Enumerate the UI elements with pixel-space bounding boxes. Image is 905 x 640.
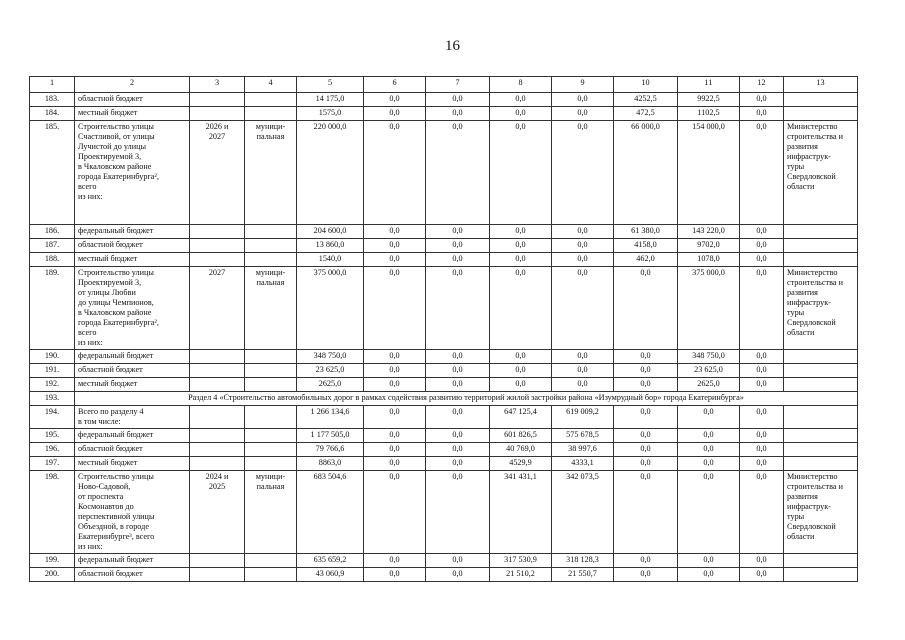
amount-col-11: 0,0 [678, 406, 740, 429]
years [190, 554, 245, 568]
total-amount: 1 177 505,0 [297, 429, 364, 443]
amount-col-9: 0,0 [552, 350, 614, 364]
table-row [30, 443, 858, 457]
item-name: областной бюджет [75, 93, 190, 107]
amount-col-11: 23 625,0 [678, 364, 740, 378]
total-amount: 79 766,6 [297, 443, 364, 457]
amount-col-10: 0,0 [614, 429, 678, 443]
ownership [245, 239, 297, 253]
row-number: 183. [30, 93, 75, 107]
amount-col-8: 21 510,2 [490, 568, 552, 582]
header-cell: 9 [552, 77, 614, 93]
amount-col-10: 0,0 [614, 471, 678, 554]
amount-col-7: 0,0 [426, 121, 490, 225]
responsible-body [784, 253, 858, 267]
amount-col-7: 0,0 [426, 568, 490, 582]
amount-col-10: 0,0 [614, 457, 678, 471]
table-row [30, 568, 858, 582]
amount-col-10: 472,5 [614, 107, 678, 121]
amount-col-9: 0,0 [552, 93, 614, 107]
years [190, 429, 245, 443]
amount-col-8: 0,0 [490, 267, 552, 350]
row-number: 186. [30, 225, 75, 239]
amount-col-8: 0,0 [490, 225, 552, 239]
table-row [30, 239, 858, 253]
amount-col-6: 0,0 [364, 568, 426, 582]
amount-col-11: 375 000,0 [678, 267, 740, 350]
table-row [30, 350, 858, 364]
amount-col-9: 0,0 [552, 267, 614, 350]
row-number: 187. [30, 239, 75, 253]
amount-col-11: 0,0 [678, 471, 740, 554]
amount-col-6: 0,0 [364, 429, 426, 443]
row-number: 195. [30, 429, 75, 443]
amount-col-12: 0,0 [740, 239, 784, 253]
ownership [245, 568, 297, 582]
amount-col-12: 0,0 [740, 225, 784, 239]
amount-col-10: 0,0 [614, 350, 678, 364]
amount-col-9: 619 009,2 [552, 406, 614, 429]
amount-col-12: 0,0 [740, 457, 784, 471]
amount-col-6: 0,0 [364, 93, 426, 107]
amount-col-10: 462,0 [614, 253, 678, 267]
row-number: 185. [30, 121, 75, 225]
row-number: 188. [30, 253, 75, 267]
ownership: муници- пальная [245, 471, 297, 554]
amount-col-6: 0,0 [364, 107, 426, 121]
table-row [30, 121, 858, 225]
responsible-body [784, 554, 858, 568]
item-name: Всего по разделу 4 в том числе: [75, 406, 190, 429]
table-row [30, 267, 858, 350]
amount-col-11: 1102,5 [678, 107, 740, 121]
responsible-body [784, 406, 858, 429]
item-name: областной бюджет [75, 568, 190, 582]
ownership: муници- пальная [245, 267, 297, 350]
years: 2027 [190, 267, 245, 350]
table-row [30, 225, 858, 239]
amount-col-8: 317 530,9 [490, 554, 552, 568]
item-name: федеральный бюджет [75, 429, 190, 443]
amount-col-12: 0,0 [740, 107, 784, 121]
amount-col-8: 0,0 [490, 239, 552, 253]
amount-col-8: 0,0 [490, 364, 552, 378]
table-row [30, 107, 858, 121]
table-row [30, 253, 858, 267]
page-number: 16 [445, 38, 460, 54]
ownership [245, 364, 297, 378]
ownership [245, 253, 297, 267]
ownership [245, 554, 297, 568]
years [190, 568, 245, 582]
header-cell: 8 [490, 77, 552, 93]
amount-col-10: 0,0 [614, 568, 678, 582]
amount-col-9: 0,0 [552, 378, 614, 392]
ownership: муници- пальная [245, 121, 297, 225]
years [190, 457, 245, 471]
responsible-body [784, 350, 858, 364]
amount-col-11: 0,0 [678, 568, 740, 582]
amount-col-8: 601 826,5 [490, 429, 552, 443]
amount-col-6: 0,0 [364, 350, 426, 364]
row-number: 197. [30, 457, 75, 471]
responsible-body [784, 443, 858, 457]
amount-col-10: 0,0 [614, 364, 678, 378]
table-row [30, 471, 858, 554]
table-row [30, 364, 858, 378]
amount-col-10: 0,0 [614, 443, 678, 457]
amount-col-10: 0,0 [614, 406, 678, 429]
amount-col-7: 0,0 [426, 225, 490, 239]
amount-col-12: 0,0 [740, 406, 784, 429]
years [190, 253, 245, 267]
header-cell: 3 [190, 77, 245, 93]
amount-col-9: 21 550,7 [552, 568, 614, 582]
amount-col-7: 0,0 [426, 239, 490, 253]
amount-col-12: 0,0 [740, 267, 784, 350]
table-row [30, 378, 858, 392]
section-title: Раздел 4 «Строительство автомобильных дорог в рамках содействия развитию территорий жилой застройки района «Изумрудный бор» города Екатеринбурга» [75, 392, 858, 406]
amount-col-6: 0,0 [364, 225, 426, 239]
total-amount: 23 625,0 [297, 364, 364, 378]
amount-col-12: 0,0 [740, 364, 784, 378]
header-cell: 4 [245, 77, 297, 93]
ownership [245, 443, 297, 457]
header-cell: 1 [30, 77, 75, 93]
item-name: федеральный бюджет [75, 225, 190, 239]
item-name: областной бюджет [75, 239, 190, 253]
responsible-body [784, 225, 858, 239]
row-number: 191. [30, 364, 75, 378]
years [190, 378, 245, 392]
years [190, 239, 245, 253]
total-amount: 14 175,0 [297, 93, 364, 107]
amount-col-11: 9702,0 [678, 239, 740, 253]
amount-col-7: 0,0 [426, 378, 490, 392]
amount-col-9: 342 073,5 [552, 471, 614, 554]
ownership [245, 107, 297, 121]
years [190, 93, 245, 107]
item-name: федеральный бюджет [75, 350, 190, 364]
total-amount: 8863,0 [297, 457, 364, 471]
table-body [30, 77, 858, 582]
amount-col-6: 0,0 [364, 457, 426, 471]
amount-col-11: 2625,0 [678, 378, 740, 392]
amount-col-6: 0,0 [364, 406, 426, 429]
amount-col-10: 4158,0 [614, 239, 678, 253]
total-amount: 348 750,0 [297, 350, 364, 364]
header-cell: 12 [740, 77, 784, 93]
amount-col-6: 0,0 [364, 267, 426, 350]
amount-col-10: 61 380,0 [614, 225, 678, 239]
amount-col-8: 40 769,0 [490, 443, 552, 457]
row-number: 189. [30, 267, 75, 350]
amount-col-7: 0,0 [426, 457, 490, 471]
years [190, 443, 245, 457]
item-name: Строительство улицы Счастливой, от улицы Лучистой до улицы Проектируемой 3, в Чкаловском районе города Екатеринбурга², всего из них: [75, 121, 190, 225]
row-number: 192. [30, 378, 75, 392]
item-name: Строительство улицы Ново-Садовой, от проспекта Космонавтов до перспективной улицы Объездной, в городе Екатеринбурге³, всего из них: [75, 471, 190, 554]
item-name: местный бюджет [75, 457, 190, 471]
amount-col-7: 0,0 [426, 253, 490, 267]
amount-col-8: 341 431,1 [490, 471, 552, 554]
header-cell: 11 [678, 77, 740, 93]
amount-col-6: 0,0 [364, 443, 426, 457]
amount-col-10: 0,0 [614, 554, 678, 568]
responsible-body [784, 107, 858, 121]
amount-col-6: 0,0 [364, 253, 426, 267]
amount-col-9: 0,0 [552, 239, 614, 253]
item-name: областной бюджет [75, 443, 190, 457]
amount-col-9: 38 997,6 [552, 443, 614, 457]
ownership [245, 429, 297, 443]
amount-col-12: 0,0 [740, 443, 784, 457]
amount-col-6: 0,0 [364, 364, 426, 378]
amount-col-10: 0,0 [614, 378, 678, 392]
total-amount: 1540,0 [297, 253, 364, 267]
amount-col-9: 0,0 [552, 253, 614, 267]
amount-col-11: 0,0 [678, 554, 740, 568]
amount-col-12: 0,0 [740, 253, 784, 267]
years [190, 107, 245, 121]
table-row [30, 93, 858, 107]
ownership [245, 457, 297, 471]
responsible-body [784, 568, 858, 582]
years [190, 364, 245, 378]
responsible-body [784, 93, 858, 107]
amount-col-12: 0,0 [740, 93, 784, 107]
table-row [30, 457, 858, 471]
total-amount: 683 504,6 [297, 471, 364, 554]
responsible-body: Министерство строительства и развития инфраструк- туры Свердловской области [784, 267, 858, 350]
amount-col-8: 0,0 [490, 93, 552, 107]
amount-col-7: 0,0 [426, 554, 490, 568]
amount-col-12: 0,0 [740, 429, 784, 443]
amount-col-11: 0,0 [678, 429, 740, 443]
amount-col-9: 318 128,3 [552, 554, 614, 568]
row-number: 194. [30, 406, 75, 429]
amount-col-11: 348 750,0 [678, 350, 740, 364]
total-amount: 2625,0 [297, 378, 364, 392]
amount-col-11: 154 000,0 [678, 121, 740, 225]
item-name: областной бюджет [75, 364, 190, 378]
amount-col-9: 575 678,5 [552, 429, 614, 443]
header-cell: 10 [614, 77, 678, 93]
amount-col-11: 0,0 [678, 443, 740, 457]
amount-col-12: 0,0 [740, 568, 784, 582]
header-row [30, 77, 858, 93]
amount-col-11: 9922,5 [678, 93, 740, 107]
header-cell: 7 [426, 77, 490, 93]
amount-col-7: 0,0 [426, 406, 490, 429]
header-cell: 2 [75, 77, 190, 93]
total-amount: 1 266 134,6 [297, 406, 364, 429]
years [190, 225, 245, 239]
item-name: местный бюджет [75, 107, 190, 121]
amount-col-6: 0,0 [364, 471, 426, 554]
ownership [245, 93, 297, 107]
amount-col-12: 0,0 [740, 471, 784, 554]
amount-col-7: 0,0 [426, 429, 490, 443]
amount-col-8: 0,0 [490, 121, 552, 225]
ownership [245, 225, 297, 239]
total-amount: 1575,0 [297, 107, 364, 121]
item-name: местный бюджет [75, 378, 190, 392]
total-amount: 220 000,0 [297, 121, 364, 225]
amount-col-7: 0,0 [426, 364, 490, 378]
item-name: федеральный бюджет [75, 554, 190, 568]
responsible-body [784, 378, 858, 392]
header-cell: 6 [364, 77, 426, 93]
amount-col-12: 0,0 [740, 350, 784, 364]
years [190, 406, 245, 429]
amount-col-8: 0,0 [490, 107, 552, 121]
amount-col-10: 66 000,0 [614, 121, 678, 225]
table-row [30, 406, 858, 429]
years: 2026 и 2027 [190, 121, 245, 225]
years [190, 350, 245, 364]
ownership [245, 406, 297, 429]
row-number: 196. [30, 443, 75, 457]
amount-col-6: 0,0 [364, 239, 426, 253]
amount-col-7: 0,0 [426, 350, 490, 364]
amount-col-9: 0,0 [552, 107, 614, 121]
amount-col-12: 0,0 [740, 554, 784, 568]
row-number: 198. [30, 471, 75, 554]
amount-col-11: 1078,0 [678, 253, 740, 267]
row-number: 190. [30, 350, 75, 364]
row-number: 199. [30, 554, 75, 568]
amount-col-12: 0,0 [740, 378, 784, 392]
responsible-body [784, 457, 858, 471]
amount-col-8: 0,0 [490, 378, 552, 392]
amount-col-7: 0,0 [426, 93, 490, 107]
amount-col-10: 4252,5 [614, 93, 678, 107]
item-name: Строительство улицы Проектируемой 3, от улицы Любви до улицы Чемпионов, в Чкаловском районе города Екатеринбурга², всего из них: [75, 267, 190, 350]
header-cell: 5 [297, 77, 364, 93]
responsible-body: Министерство строительства и развития инфраструк- туры Свердловской области [784, 471, 858, 554]
amount-col-7: 0,0 [426, 107, 490, 121]
amount-col-8: 0,0 [490, 350, 552, 364]
years: 2024 и 2025 [190, 471, 245, 554]
amount-col-11: 143 220,0 [678, 225, 740, 239]
amount-col-7: 0,0 [426, 471, 490, 554]
row-number: 200. [30, 568, 75, 582]
ownership [245, 350, 297, 364]
amount-col-12: 0,0 [740, 121, 784, 225]
amount-col-9: 0,0 [552, 121, 614, 225]
amount-col-7: 0,0 [426, 443, 490, 457]
amount-col-6: 0,0 [364, 554, 426, 568]
amount-col-9: 4333,1 [552, 457, 614, 471]
budget-table [29, 76, 858, 582]
amount-col-9: 0,0 [552, 225, 614, 239]
total-amount: 13 860,0 [297, 239, 364, 253]
table-row [30, 554, 858, 568]
amount-col-11: 0,0 [678, 457, 740, 471]
total-amount: 204 600,0 [297, 225, 364, 239]
total-amount: 635 659,2 [297, 554, 364, 568]
amount-col-10: 0,0 [614, 267, 678, 350]
responsible-body [784, 364, 858, 378]
amount-col-8: 647 125,4 [490, 406, 552, 429]
amount-col-6: 0,0 [364, 378, 426, 392]
amount-col-6: 0,0 [364, 121, 426, 225]
item-name: местный бюджет [75, 253, 190, 267]
amount-col-8: 0,0 [490, 253, 552, 267]
responsible-body [784, 239, 858, 253]
amount-col-7: 0,0 [426, 267, 490, 350]
amount-col-9: 0,0 [552, 364, 614, 378]
total-amount: 43 060,9 [297, 568, 364, 582]
table-row [30, 392, 858, 406]
responsible-body: Министерство строительства и развития инфраструк- туры Свердловской области [784, 121, 858, 225]
header-cell: 13 [784, 77, 858, 93]
row-number: 193. [30, 392, 75, 406]
amount-col-8: 4529,9 [490, 457, 552, 471]
table-row [30, 429, 858, 443]
total-amount: 375 000,0 [297, 267, 364, 350]
ownership [245, 378, 297, 392]
row-number: 184. [30, 107, 75, 121]
responsible-body [784, 429, 858, 443]
